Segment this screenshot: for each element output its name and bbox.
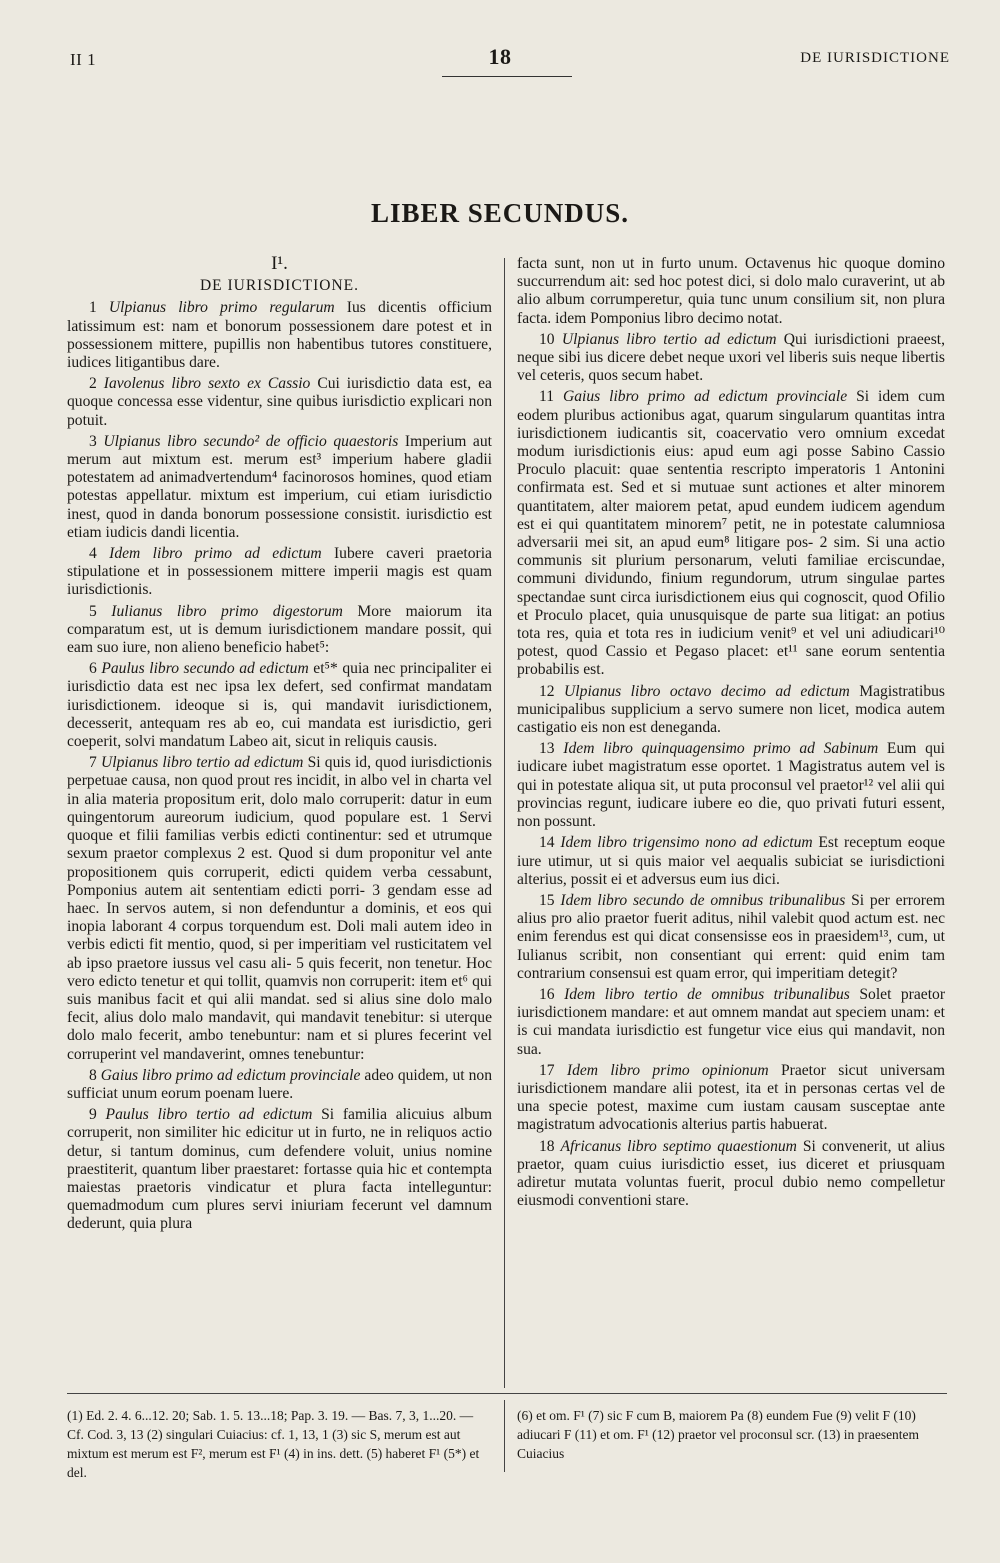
fragment-paragraph	[67, 1067, 492, 1103]
fragment-text: Si convenerit, ut alius praetor, quam cuius iurisdictio esset, ius diceret et priusquam adiretur mutata voluntas fuerit, procul dubio nemo compelletur eiusmodi conventioni stare.	[517, 1137, 945, 1210]
fragment-number: 13	[539, 740, 555, 758]
fragment-number: 10	[539, 330, 555, 348]
fragment-number: 15	[539, 891, 555, 909]
fragment-inscription: Ulpianus libro tertio ad edictum	[100, 754, 304, 772]
fragment-text: Eum qui iudicare iubet magistratum esse oportet. 1 Magistratus autem vel is qui in potestate aliqua sit, ut puta proconsul vel praetor¹² vel alii qui provincias regunt, iudicare iubere eo die, quo privati futuri essent, non possunt.	[517, 740, 945, 831]
right-paragraphs	[517, 255, 945, 1210]
footnotes-right: (6) et om. F¹ (7) sic F cum B, maiorem Pa (8) eundem Fue (9) velit F (10) adiucari F (11) et om. F¹ (12) praetor vel proconsul scr. (13) in praesentem Cuiacius	[517, 1408, 920, 1461]
footnotes-left: (1) Ed. 2. 4. 6...12. 20; Sab. 1. 5. 13...18; Pap. 3. 19. — Bas. 7, 3, 1...20. — Cf. Cod. 3, 13 (2) singulari Cuiacius: cf. 1, 13, 1 (3) sic S, merum est aut mixtum est merum est F², merum est F¹ (4) in ins. dett. (5) haberet F¹ (5*) et del.	[67, 1408, 480, 1480]
fragment-number: 12	[539, 682, 555, 700]
page-number: 18	[488, 44, 512, 69]
fragment-inscription: Idem libro trigensimo nono ad edictum	[560, 834, 813, 852]
fragment-paragraph	[67, 1106, 492, 1233]
fragment-paragraph	[517, 255, 945, 328]
running-head-section: II 1	[70, 50, 97, 69]
fragment-number: 2	[89, 375, 97, 393]
fragment-inscription: Ulpianus libro secundo² de officio quaestoris	[103, 432, 399, 450]
fragment-inscription: Iulianus libro primo digestorum	[111, 602, 343, 620]
fragment-inscription: Ulpianus libro primo regularum	[108, 299, 335, 317]
fragment-inscription: Idem libro primo opinionum	[566, 1061, 769, 1079]
fragment-paragraph	[67, 603, 492, 658]
fragment-text: Si per errorem alius pro alio praetor fuerit aditus, nihil valebit quod actum est. nec enim ferendus est qui dicat consensisse eos in praesidem¹³, cum, ut Iulianus scribit, non consentiant qui errent: quid enim tam contrarium consensui est quam error, qui imperitiam detegit?	[517, 891, 945, 982]
fragment-paragraph	[67, 299, 492, 372]
fragment-text: Si quis id, quod iurisdictionis perpetuae causa, non quod prout res incidit, in albo vel in charta vel in alia materia propositum erit, dolo malo corruperit: datur in eum quingentorum aureorum iudicium, quod populare est. 1 Servi quoque et filii familias verbis edicti continentur: sed et utrumque sexum praetor complexus 2 est. Quod si dum proponitur vel ante propositionem quis corruperit, edicti quidem verba cessabunt, Pomponius autem ait sententiam edicti porri- 3 gendam esse ad haec. In servos autem, si non defenduntur a dominis, et eos qui inopia laborant 4 corpus torquendum est. Doli mali autem ideo in verbis edicti fit mentio, quod, si per imperitiam vel rusticitatem vel ab ipso praetore iussus vel casu ali- 5 quis fecerit, non tenetur. Hoc vero edicto tenetur et qui tollit, quamvis non corruperit: item et⁶ qui suis manibus facit et qui alii mandat. sed si alius sine dolo malo fecit, alius dolo malo mandavit, qui mandavit tenebitur: si uterque dolo malo fecerit, ambo tenebuntur: nam et si plures fecerint vel corruperint vel mandaverint, omnes tenebuntur:	[67, 754, 492, 1063]
fragment-number: 9	[89, 1106, 97, 1124]
fragment-paragraph	[67, 754, 492, 1063]
fragment-text: adeo quidem, ut non sufficiat unum eorum poenam luere.	[67, 1066, 493, 1102]
header-rule	[442, 76, 572, 77]
fragment-text: Iubere caveri praetoria stipulatione et in possessionem mittere imperii magis est quam iurisdictionis.	[67, 545, 492, 599]
fragment-text: et⁵* quia nec principaliter ei iurisdictio data est nec ipsa lex defert, sed confirmat mandatam iurisdictionem. ideoque si is, qui mandavit iurisdictionem, decesserit, antequam res ab eo, cui mandata est iurisdictio, geri coeperit, solvi mandatum Labeo ait, sicut in reliquis causis.	[67, 660, 492, 751]
fragment-paragraph	[67, 545, 492, 600]
fragment-text: Cui iurisdictio data est, ea quoque concessa esse videntur, sine quibus iurisdictio explicari non potuit.	[67, 375, 492, 429]
fragment-text: Qui iurisdictioni praeest, neque sibi ius dicere debet neque uxori vel liberis suis neque libertis vel ceteris, quos secum habet.	[517, 330, 946, 385]
footnote-divider	[504, 1400, 505, 1472]
fragment-paragraph	[517, 740, 945, 831]
fragment-paragraph	[67, 433, 492, 542]
fragment-paragraph	[517, 1138, 945, 1211]
fragment-number: 8	[89, 1066, 97, 1084]
fragment-inscription: Iavolenus libro sexto ex Cassio	[103, 375, 311, 393]
fragment-text: Ius dicentis officium latissimum est: nam et bonorum possessionem dare potest et in possessionem mittere, pupillis non habentibus tutores constituere, iudices litigantibus dare.	[67, 299, 492, 372]
book-title: LIBER SECUNDUS.	[370, 198, 630, 228]
title-name: DE IURISDICTIONE.	[199, 277, 360, 295]
column-divider	[504, 258, 505, 1388]
fragment-text: Solet praetor iurisdictionem mandare: et aut omnem mandat aut speciem unam: et is cui mandata iurisdictio est fungetur vice eius qui mandavit, non sua.	[517, 985, 946, 1058]
fragment-number: 7	[89, 754, 97, 772]
title-number: I¹.	[271, 253, 288, 274]
fragment-number: 11	[539, 388, 555, 406]
fragment-number: 1	[89, 299, 97, 317]
fragment-text: Imperium aut merum aut mixtum est. merum est³ imperium habere gladii potestatem ad animadvertendum⁴ facinorosos homines, quod etiam potestas appellatur. mixtum est imperium, cui etiam iurisdictio inest, quod in danda bonorum possessione consistit. iurisdictio est etiam iudicis dandi licentia.	[67, 432, 492, 541]
running-head-title: DE IURISDICTIONE	[800, 50, 950, 66]
fragment-text: facta sunt, non ut in furto unum. Octavenus hic quoque domino succurrendum ait: sed hoc potest dici, si dolo malo curaverint, ut ab alio album corrumperetur, quia tunc unum consilium sit, non plura facta. idem Pomponius libro decimo notat.	[517, 255, 945, 327]
fragment-paragraph	[517, 892, 945, 983]
fragment-paragraph	[67, 375, 492, 430]
fragment-text: Est receptum eoque iure utimur, ut si quis maior vel aequalis subiciat se iurisdictioni alterius, possit ei et adversus eum ius dici.	[517, 834, 945, 888]
fragment-paragraph	[517, 834, 945, 889]
fragment-inscription: Ulpianus libro tertio ad edictum	[561, 330, 777, 348]
fragment-inscription: Gaius libro primo ad edictum provinciale	[562, 388, 848, 406]
fragment-paragraph	[517, 1062, 945, 1135]
fragment-number: 4	[89, 545, 97, 563]
left-column	[67, 255, 492, 1237]
right-column	[517, 255, 945, 1213]
fragment-number: 18	[539, 1137, 555, 1155]
fragment-number: 14	[539, 834, 555, 852]
fragment-inscription: Idem libro tertio de omnibus tribunalibus	[564, 985, 850, 1003]
fragment-paragraph	[517, 986, 945, 1059]
fragment-inscription: Paulus libro secundo ad edictum	[101, 660, 309, 678]
fragment-inscription: Africanus libro septimo quaestionum	[560, 1137, 797, 1155]
fragment-text: Si familia alicuius album corruperit, non similiter hic edicitur ut in furto, ne in reliquos actio detur, si tantum dominus, cum defendere voluit, unius nomine praestiterit, quantum liber praestaret: fortasse quia hic et contempta maiestas praetoris vindicatur et plura facta intelleguntur: quemadmodum cum plures servi iniuriam fecerunt vel damnum dederunt, quia plura	[67, 1106, 492, 1233]
fragment-number: 3	[89, 432, 97, 450]
fragment-text: Si idem cum eodem pluribus actionibus agat, quarum singularum quantitas intra iurisdictionem iudicantis sit, coacervatio vero omnium excedat modum iurisdictionis eius: apud eum agi posse Sabino Cassio Proculo placuit: quae sententia rescripto imperatoris 1 Antonini confirmata est. Sed et si mutuae sunt actiones et alter minorem quantitatem, alter maiorem petat, apud eundem iudicem agendum est ei qui quantitatem minorem⁷ petit, ne in potestate calumniosa adversarii mei sit, an apud eum⁸ litigare pos- 2 sim. Si una actio communis sit plurium personarum, veluti familiae erciscundae, communi dividundo, finium regundorum, utrum singulae partes spectandae sunt circa iurisdictionem eius qui cognoscit, quod Ofilio et Proculo placet, quia unusquisque de parte sua litigat: an potius tota res, quia et tota res in iudicium venit⁹ et vel uni adiudicari¹⁰ potest, quod Cassio et Pegaso placet: et¹¹ sane eorum sententia probabilis est.	[517, 388, 945, 679]
fragment-paragraph	[67, 660, 492, 751]
fragment-number: 16	[539, 985, 555, 1003]
fragment-inscription: Idem libro secundo de omnibus tribunalibus	[560, 891, 846, 909]
fragment-inscription: Idem libro primo ad edictum	[109, 545, 322, 563]
fragment-paragraph	[517, 388, 945, 679]
fragment-number: 17	[539, 1061, 555, 1079]
left-paragraphs	[67, 299, 492, 1233]
fragment-inscription: Ulpianus libro octavo decimo ad edictum	[564, 682, 850, 700]
fragment-inscription: Paulus libro tertio ad edictum	[105, 1106, 313, 1124]
fragment-text: Magistratibus municipalibus supplicium a servo sumere non licet, modica autem castigatio eis non est deneganda.	[517, 682, 945, 737]
fragment-number: 5	[89, 602, 97, 620]
fragment-paragraph	[517, 331, 945, 386]
fragment-text: More maiorum ita comparatum est, ut is demum iurisdictionem mandare possit, qui eam suo iure, non alieno beneficio habet⁵:	[67, 602, 492, 657]
fragment-paragraph	[517, 683, 945, 738]
footnote-rule	[67, 1393, 947, 1394]
fragment-inscription: Idem libro quinquagensimo primo ad Sabinum	[563, 740, 879, 758]
fragment-inscription: Gaius libro primo ad edictum provinciale	[100, 1066, 361, 1084]
fragment-number: 6	[89, 660, 97, 678]
fragment-text: Praetor sicut universam iurisdictionem mandare alii potest, ita et in personas certas vel de una specie potest, maxime cum iustam causam susceptae ante magistratum advocationis alterius partis habuerat.	[517, 1061, 945, 1134]
